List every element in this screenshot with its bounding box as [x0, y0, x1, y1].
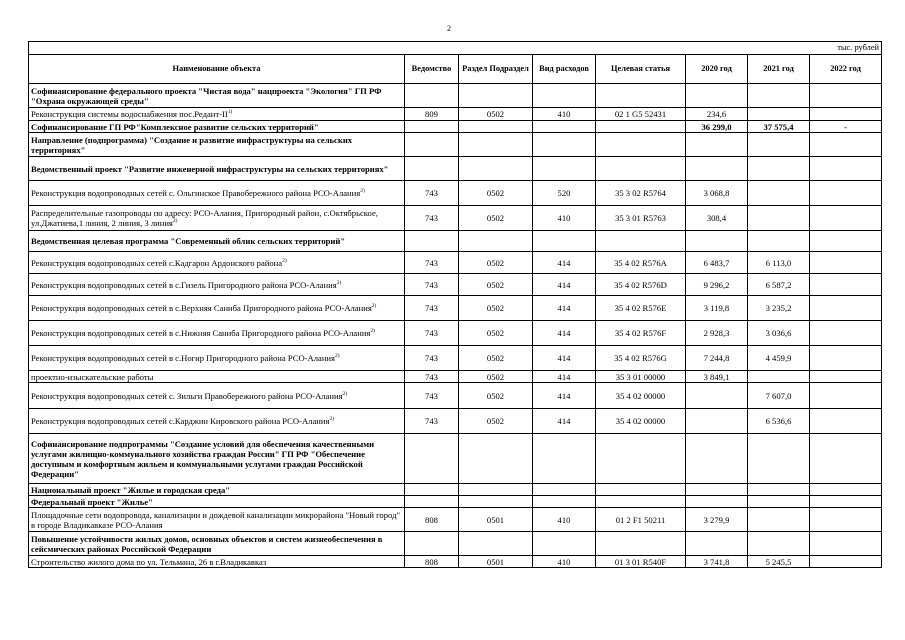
table-row — [29, 496, 882, 508]
object-name: Направление (подпрограмма) "Создание и развитие инфраструктуры на сельских территориях" — [31, 134, 353, 155]
cell-2020: 3 849,1 — [686, 371, 748, 383]
cell-vedomstvo — [405, 434, 459, 484]
cell-celevaya — [596, 231, 686, 252]
object-name: Национальный проект "Жилье и городская среда" — [31, 484, 231, 495]
cell-2022 — [810, 484, 882, 496]
cell-name — [29, 252, 405, 274]
table-row — [29, 231, 882, 252]
cell-2021: 7 607,0 — [748, 383, 810, 409]
object-name: Площадочные сети водопровода, канализации и дождевой канализации микрорайона "Новый город" в городе Владикавказе РСО-Алания — [31, 509, 400, 530]
cell-2022 — [810, 181, 882, 206]
cell-2022 — [810, 206, 882, 231]
cell-2020: 3 119,8 — [686, 296, 748, 321]
cell-2020 — [686, 409, 748, 434]
header-2020: 2020 год — [686, 55, 748, 84]
cell-2020 — [686, 133, 748, 157]
cell-name — [29, 181, 405, 206]
cell-celevaya: 35 4 02 R576D — [596, 274, 686, 296]
cell-name — [29, 133, 405, 157]
table-row — [29, 84, 882, 108]
cell-name — [29, 231, 405, 252]
cell-2020 — [686, 231, 748, 252]
cell-2022 — [810, 252, 882, 274]
cell-vedomstvo: 743 — [405, 274, 459, 296]
cell-razdel — [459, 434, 533, 484]
cell-name — [29, 346, 405, 371]
footnote-mark: 2) — [329, 416, 335, 423]
footnote-mark: 2) — [334, 353, 340, 360]
cell-razdel: 0502 — [459, 108, 533, 121]
cell-vid: 414 — [533, 371, 596, 383]
cell-celevaya — [596, 133, 686, 157]
header-celevaya: Целевая статья — [596, 55, 686, 84]
cell-vid — [533, 157, 596, 181]
object-name: Федеральный проект "Жилье" — [31, 496, 153, 507]
cell-2022: - — [810, 121, 882, 133]
table-row — [29, 121, 882, 133]
cell-celevaya: 35 4 02 R576E — [596, 296, 686, 321]
cell-vid: 414 — [533, 274, 596, 296]
table-row — [29, 484, 882, 496]
table-row — [29, 508, 882, 532]
cell-2022 — [810, 274, 882, 296]
cell-celevaya — [596, 157, 686, 181]
cell-razdel — [459, 133, 533, 157]
cell-name — [29, 296, 405, 321]
cell-2022 — [810, 409, 882, 434]
footnote-mark: 2) — [342, 390, 348, 397]
cell-2022 — [810, 157, 882, 181]
cell-vid: 410 — [533, 508, 596, 532]
cell-vid — [533, 496, 596, 508]
table-row — [29, 409, 882, 434]
header-vid: Вид расходов — [533, 55, 596, 84]
cell-2020: 9 296,2 — [686, 274, 748, 296]
object-name: Реконструкция водопроводных сетей с.Кадгарон Ардонского района — [31, 257, 283, 268]
cell-vedomstvo: 743 — [405, 181, 459, 206]
cell-2022 — [810, 496, 882, 508]
cell-2022 — [810, 508, 882, 532]
cell-2021 — [748, 508, 810, 532]
object-name: Ведомственный проект "Развитие инженерной инфраструктуры на сельских территориях" — [31, 163, 389, 174]
footnote-mark: 2) — [370, 328, 375, 335]
cell-razdel — [459, 496, 533, 508]
header-2022: 2022 год — [810, 55, 882, 84]
table-row — [29, 434, 882, 484]
cell-celevaya: 02 1 G5 52431 — [596, 108, 686, 121]
cell-2022 — [810, 231, 882, 252]
cell-celevaya — [596, 496, 686, 508]
cell-vedomstvo: 743 — [405, 296, 459, 321]
cell-2022 — [810, 84, 882, 108]
table-row — [29, 157, 882, 181]
cell-razdel: 0502 — [459, 321, 533, 346]
cell-vedomstvo: 743 — [405, 321, 459, 346]
cell-2021 — [748, 496, 810, 508]
cell-2021: 6 113,0 — [748, 252, 810, 274]
cell-vid: 414 — [533, 383, 596, 409]
cell-vid — [533, 231, 596, 252]
cell-vedomstvo — [405, 133, 459, 157]
table-row — [29, 274, 882, 296]
cell-2020 — [686, 434, 748, 484]
cell-2020 — [686, 484, 748, 496]
cell-vid: 414 — [533, 296, 596, 321]
cell-2022 — [810, 108, 882, 121]
cell-2022 — [810, 383, 882, 409]
cell-razdel — [459, 121, 533, 133]
cell-celevaya: 35 3 01 00000 — [596, 371, 686, 383]
cell-vid — [533, 121, 596, 133]
cell-2021 — [748, 434, 810, 484]
cell-celevaya — [596, 532, 686, 556]
cell-vedomstvo — [405, 84, 459, 108]
cell-vid: 414 — [533, 321, 596, 346]
object-name: Реконструкция водопроводных сетей с. Зильги Правобережного района РСО-Алания — [31, 390, 343, 401]
cell-vedomstvo: 808 — [405, 556, 459, 568]
page-number: 2 — [447, 24, 451, 33]
table-row — [29, 371, 882, 383]
cell-2020 — [686, 532, 748, 556]
cell-razdel: 0502 — [459, 383, 533, 409]
cell-vedomstvo — [405, 496, 459, 508]
cell-2021 — [748, 532, 810, 556]
table-row — [29, 556, 882, 568]
object-name: Реконструкция водопроводных сетей в с.Гизель Пригородного района РСО-Алания — [31, 279, 337, 290]
footnote-mark: 1) — [227, 109, 233, 116]
budget-table — [28, 41, 882, 568]
cell-vedomstvo: 743 — [405, 252, 459, 274]
cell-2020: 7 244,8 — [686, 346, 748, 371]
cell-celevaya: 35 3 02 R5764 — [596, 181, 686, 206]
cell-2021: 3 235,2 — [748, 296, 810, 321]
cell-2020: 234,6 — [686, 108, 748, 121]
cell-2021: 37 575,4 — [748, 121, 810, 133]
footnote-mark: 2) — [360, 188, 365, 195]
cell-celevaya — [596, 484, 686, 496]
object-name: Реконструкция водопроводных сетей в с.Нижняя Саниба Пригородного района РСО-Алания — [31, 328, 371, 338]
cell-razdel — [459, 84, 533, 108]
cell-2020 — [686, 383, 748, 409]
cell-2021 — [748, 108, 810, 121]
cell-name — [29, 484, 405, 496]
cell-razdel: 0502 — [459, 409, 533, 434]
units-row — [29, 42, 882, 55]
cell-vedomstvo — [405, 157, 459, 181]
cell-celevaya — [596, 434, 686, 484]
cell-2020 — [686, 157, 748, 181]
table-row — [29, 296, 882, 321]
object-name: Реконструкция водопроводных сетей с.Карджин Кировского района РСО-Алания — [31, 416, 330, 426]
cell-2021: 6 587,2 — [748, 274, 810, 296]
cell-2022 — [810, 532, 882, 556]
cell-2022 — [810, 346, 882, 371]
cell-razdel: 0502 — [459, 371, 533, 383]
header-row — [29, 55, 882, 84]
object-name: Реконструкция системы водоснабжения пос.Редант-II — [31, 109, 228, 119]
cell-razdel: 0502 — [459, 296, 533, 321]
cell-name — [29, 508, 405, 532]
cell-2022 — [810, 556, 882, 568]
cell-vid — [533, 84, 596, 108]
cell-name — [29, 409, 405, 434]
object-name: проектно-изыскательские работы — [31, 371, 154, 382]
cell-vedomstvo: 808 — [405, 508, 459, 532]
cell-razdel: 0501 — [459, 556, 533, 568]
cell-vid: 410 — [533, 108, 596, 121]
cell-razdel — [459, 231, 533, 252]
cell-vedomstvo — [405, 532, 459, 556]
cell-2022 — [810, 321, 882, 346]
cell-vedomstvo — [405, 231, 459, 252]
cell-2021 — [748, 371, 810, 383]
cell-2021 — [748, 84, 810, 108]
cell-celevaya: 35 4 02 R576F — [596, 321, 686, 346]
cell-2022 — [810, 133, 882, 157]
cell-2022 — [810, 296, 882, 321]
cell-vid: 410 — [533, 556, 596, 568]
cell-celevaya: 35 4 02 R576G — [596, 346, 686, 371]
cell-vedomstvo: 743 — [405, 346, 459, 371]
object-name: Повышение устойчивости жилых домов, основных объектов и систем жизнеобеспечения в сейсмических районах Российской Федерации — [31, 533, 383, 554]
cell-2021 — [748, 157, 810, 181]
object-name: Софинансирование подпрограммы "Создание условий для обеспечения качественными услугами жилищно-коммунального хозяйства граждан России" ГП РФ "Обеспечение доступным и комфортным жильем и коммунальными услугами граждан Российской Федерации" — [31, 438, 375, 479]
table-row — [29, 321, 882, 346]
cell-celevaya: 01 3 01 R540F — [596, 556, 686, 568]
header-2021: 2021 год — [748, 55, 810, 84]
object-name: Софинансирование ГП РФ"Комплексное развитие сельских территорий" — [31, 121, 319, 132]
cell-2021: 4 459,9 — [748, 346, 810, 371]
footnote-mark: 2) — [172, 218, 178, 225]
header-name: Наименование объекта — [29, 55, 405, 84]
cell-vedomstvo: 743 — [405, 409, 459, 434]
cell-razdel: 0501 — [459, 508, 533, 532]
header-vedomstvo: Ведомство — [405, 55, 459, 84]
cell-name — [29, 157, 405, 181]
cell-name — [29, 206, 405, 231]
cell-vid: 414 — [533, 409, 596, 434]
cell-vedomstvo — [405, 121, 459, 133]
cell-2020: 3 741,8 — [686, 556, 748, 568]
cell-name — [29, 496, 405, 508]
cell-celevaya: 35 4 02 00000 — [596, 383, 686, 409]
cell-name — [29, 532, 405, 556]
table-row — [29, 133, 882, 157]
table-row — [29, 383, 882, 409]
object-name: Реконструкция водопроводных сетей в с.Ногир Пригородного района РСО-Алания — [31, 353, 335, 363]
cell-celevaya — [596, 121, 686, 133]
footnote-mark: 2) — [336, 279, 342, 286]
cell-2021 — [748, 484, 810, 496]
cell-2020: 3 068,8 — [686, 181, 748, 206]
cell-2021 — [748, 231, 810, 252]
cell-name — [29, 274, 405, 296]
cell-celevaya: 35 4 02 00000 — [596, 409, 686, 434]
cell-vid: 414 — [533, 252, 596, 274]
cell-name — [29, 108, 405, 121]
cell-vedomstvo: 743 — [405, 371, 459, 383]
table-row — [29, 206, 882, 231]
cell-celevaya: 35 3 01 R5763 — [596, 206, 686, 231]
cell-vid — [533, 484, 596, 496]
cell-2020: 308,4 — [686, 206, 748, 231]
object-name: Строительство жилого дома по ул. Тельмана, 26 в г.Владикавказ — [31, 556, 267, 567]
cell-name — [29, 556, 405, 568]
footnote-mark: 2) — [371, 303, 377, 310]
table-row — [29, 346, 882, 371]
cell-vid: 410 — [533, 206, 596, 231]
cell-celevaya: 01 2 F1 50211 — [596, 508, 686, 532]
cell-2022 — [810, 371, 882, 383]
cell-2020: 36 299,0 — [686, 121, 748, 133]
cell-name — [29, 84, 405, 108]
cell-name — [29, 321, 405, 346]
cell-2021: 5 245,5 — [748, 556, 810, 568]
cell-2021: 3 036,6 — [748, 321, 810, 346]
cell-razdel: 0502 — [459, 274, 533, 296]
cell-celevaya: 35 4 02 R576A — [596, 252, 686, 274]
cell-razdel: 0502 — [459, 181, 533, 206]
object-name: Софинансирование федерального проекта "Чистая вода" нацпроекта "Экология" ГП РФ "Охрана окружающей среды" — [31, 85, 382, 106]
cell-vedomstvo — [405, 484, 459, 496]
cell-2021 — [748, 133, 810, 157]
table-row — [29, 252, 882, 274]
object-name: Ведомственная целевая программа "Современный облик сельских территорий" — [31, 236, 346, 246]
cell-vid: 520 — [533, 181, 596, 206]
cell-vedomstvo: 809 — [405, 108, 459, 121]
cell-2021 — [748, 206, 810, 231]
cell-name — [29, 121, 405, 133]
cell-vid — [533, 434, 596, 484]
header-razdel: Раздел Подраздел — [459, 55, 533, 84]
footnote-mark: 2) — [282, 257, 287, 264]
cell-razdel — [459, 157, 533, 181]
cell-razdel: 0502 — [459, 346, 533, 371]
table-body — [29, 84, 882, 568]
units-label: тыс. рублей — [29, 42, 882, 55]
cell-2020: 6 483,7 — [686, 252, 748, 274]
cell-vid: 414 — [533, 346, 596, 371]
cell-razdel: 0502 — [459, 206, 533, 231]
cell-2020 — [686, 496, 748, 508]
cell-2020: 3 279,9 — [686, 508, 748, 532]
cell-vid — [533, 532, 596, 556]
cell-name — [29, 383, 405, 409]
cell-vedomstvo: 743 — [405, 383, 459, 409]
cell-2021: 6 536,6 — [748, 409, 810, 434]
table-row — [29, 108, 882, 121]
cell-razdel — [459, 484, 533, 496]
object-name: Распределительные газопроводы по адресу: РСО-Алания, Пригородный район, с.Октябрьское, ул.Джатиева,1 линия, 2 линия, 3 линия — [31, 208, 378, 228]
cell-name — [29, 371, 405, 383]
cell-celevaya — [596, 84, 686, 108]
cell-2022 — [810, 434, 882, 484]
cell-name — [29, 434, 405, 484]
object-name: Реконструкция водопроводных сетей в с.Верхняя Саниба Пригородного района РСО-Алания — [31, 303, 372, 313]
cell-razdel: 0502 — [459, 252, 533, 274]
cell-2020: 2 928,3 — [686, 321, 748, 346]
cell-razdel — [459, 532, 533, 556]
cell-vedomstvo: 743 — [405, 206, 459, 231]
table-row — [29, 181, 882, 206]
table-row — [29, 532, 882, 556]
cell-2020 — [686, 84, 748, 108]
cell-2021 — [748, 181, 810, 206]
object-name: Реконструкция водопроводных сетей с. Ольгинское Правобережного района РСО-Алания — [31, 188, 361, 198]
cell-vid — [533, 133, 596, 157]
